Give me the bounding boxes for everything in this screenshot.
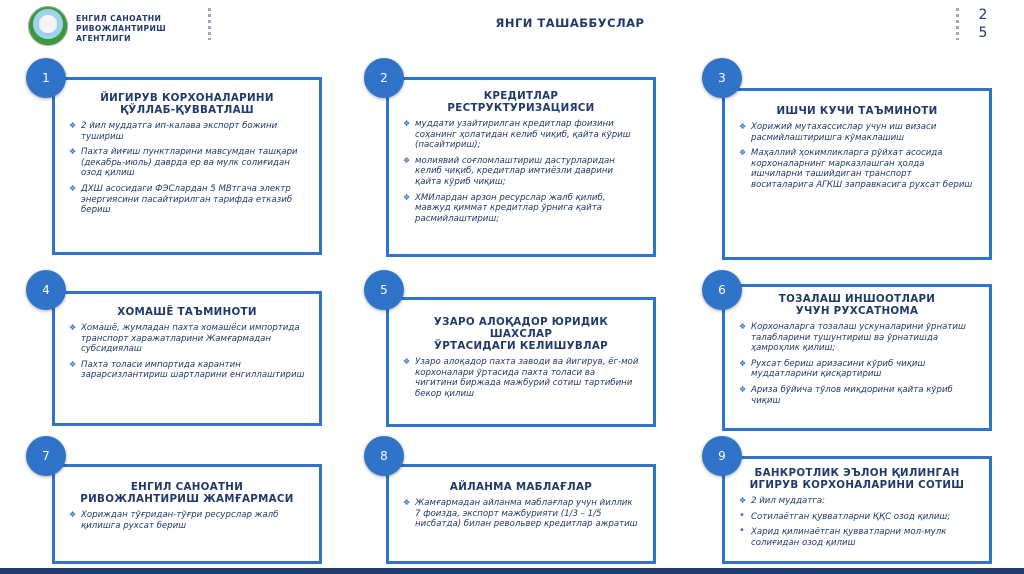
diamond-bullet-icon: ❖ [403, 357, 411, 366]
list-item-text: Пахта толаси импортида карантин зарарсизлантириш шартларини енгиллаштириш [81, 359, 305, 381]
agency-name [76, 14, 206, 44]
list-item-text: Пахта йиғиш пунктларини мавсумдан ташқари (декабрь-июль) даврда ер ва мулк солиғидан озод қилиш [81, 147, 298, 179]
diamond-bullet-icon: ❖ [739, 122, 747, 131]
list-item [739, 148, 975, 190]
list-item [739, 527, 975, 548]
state-emblem-icon [28, 6, 68, 46]
card-number-badge: 5 [364, 270, 404, 310]
list-item-text: 2 йил муддатга ип-калава экспорт божини тушириш [81, 121, 278, 142]
initiative-card-4 [52, 291, 322, 426]
card-title [403, 481, 639, 493]
card-number-badge: 9 [702, 436, 742, 476]
list-item [69, 121, 305, 142]
diamond-bullet-icon: ❖ [739, 496, 747, 505]
initiative-card-2 [386, 77, 656, 257]
card-title-line: ИШЧИ КУЧИ ТАЪМИНОТИ [776, 105, 938, 117]
page-title: ЯНГИ ТАШАББУСЛАР [495, 16, 645, 30]
list-item-text: Рухсат бериш аризасини кўриб чиқиш муддатларини қисқартириш [751, 358, 926, 380]
list-item [403, 498, 639, 530]
diamond-bullet-icon: ❖ [739, 358, 747, 368]
dot-bullet-icon: • [739, 509, 745, 521]
card-title-line: ТОЗАЛАШ ИНШООТЛАРИ [778, 293, 936, 305]
card-title [69, 481, 305, 505]
diamond-bullet-icon: ❖ [739, 322, 747, 331]
list-item-text: 2 йил муддатга: [751, 496, 825, 506]
diamond-bullet-icon: ❖ [69, 510, 77, 519]
list-item-text: Хориждан тўғридан-тўғри ресурслар жалб қилишга рухсат бериш [81, 510, 279, 531]
list-item-text: ДХШ асосидаги ФЭСлардан 5 МВтгача электр энергиясини пасайтирилган тарифда етказиб бериш [81, 183, 293, 216]
card-title-line: БАНКРОТЛИК ЭЪЛОН ҚИЛИНГАН [754, 467, 960, 479]
initiative-card-1 [52, 77, 322, 255]
list-item-text: Маҳаллий ҳокимликларга рўйхат асосида корхоналарнинг марказлашган ҳолда ишчиларни ташийдиган транспорт воситаларига АГКШ заправкасига рухсат бериш [751, 148, 973, 190]
initiative-card-7 [52, 464, 322, 564]
initiative-card-6 [722, 284, 992, 431]
card-title [739, 105, 975, 117]
list-item [403, 119, 639, 151]
card-number-badge: 7 [26, 436, 66, 476]
list-item-text: Узаро алоқадор пахта заводи ва йигирув, ёг-мой корхоналари ўртасида пахта толаси ва чигитини биржада мажбурий сотиш тартибини бекор қилиш [415, 357, 639, 399]
diamond-bullet-icon: ❖ [739, 384, 747, 394]
agency-line-1: ЕНГИЛ САНОАТНИ [76, 14, 162, 23]
list-item [69, 323, 305, 355]
card-number-badge: 4 [26, 270, 66, 310]
card-title [739, 293, 975, 317]
card-title [403, 316, 639, 352]
list-item-text: Корхоналарга тозалаш ускуналарини ўрнатиш талабларини тушунтириш ва ўрнатишда ҳамроҳлик қилиш; [751, 322, 966, 354]
list-item [403, 193, 639, 225]
card-title [403, 90, 639, 114]
list-item [739, 359, 975, 380]
list-item [69, 184, 305, 216]
initiative-card-8 [386, 464, 656, 564]
agency-line-2: РИВОЖЛАНТИРИШ АГЕНТЛИГИ [76, 24, 167, 43]
card-item-list [403, 357, 639, 399]
list-item-text: Хомашё, жумладан пахта хомашёси импортида транспорт харажатларини Жамғармадан субсидиялаш [81, 323, 300, 355]
card-title-line: УЧУН РУХСАТНОМА [795, 305, 919, 317]
page-number-line-2: 5 [978, 25, 988, 41]
card-item-list [69, 510, 305, 531]
card-title-line: АЙЛАНМА МАБЛАҒЛАР [449, 481, 593, 493]
list-item [739, 322, 975, 354]
diamond-bullet-icon: ❖ [403, 155, 411, 165]
card-number-badge: 3 [702, 58, 742, 98]
list-item-text: Ариза бўйича тўлов миқдорини қайта кўриб чиқиш [751, 384, 953, 406]
list-item [403, 156, 639, 188]
card-item-list [403, 498, 639, 530]
card-number-badge: 2 [364, 58, 404, 98]
list-item-text: муддати узайтирилган кредитлар фоизини соҳанинг ҳолатидан келиб чиқиб, қайта кўриш (пасайтириш); [415, 119, 631, 151]
page-number [972, 6, 994, 42]
card-item-list [739, 496, 975, 507]
card-number-badge: 8 [364, 436, 404, 476]
list-item [739, 122, 975, 143]
diamond-bullet-icon: ❖ [403, 192, 411, 202]
initiative-card-5 [386, 297, 656, 427]
card-title-line: ҚЎЛЛАБ-ҚУВВАТЛАШ [120, 104, 254, 116]
initiative-card-9 [722, 456, 992, 564]
list-item [69, 360, 305, 381]
card-item-list [739, 322, 975, 406]
card-title-line: ИГИРУВ КОРХОНАЛАРИНИ СОТИШ [749, 479, 965, 491]
card-title-line: ЙИГИРУВ КОРХОНАЛАРИНИ [100, 92, 274, 104]
card-number-badge: 6 [702, 270, 742, 310]
card-title-line: РЕСТРУКТУРИЗАЦИЯСИ [447, 102, 595, 114]
card-number-badge: 1 [26, 58, 66, 98]
list-item [739, 509, 975, 523]
card-item-list [403, 119, 639, 224]
list-item-text: Жамғармадан айланма маблағлар учун йиллик 7 фоизда, экспорт мажбурияти (1/3 – 1/5 нисбатда) билан револьвер кредитлар ажратиш [415, 498, 638, 530]
diamond-bullet-icon: ❖ [69, 323, 77, 332]
list-item-text: Хорижий мутахассислар учун иш визаси расмийлаштиришга кўмаклашиш [751, 122, 937, 143]
list-item [739, 385, 975, 406]
diamond-bullet-icon: ❖ [69, 121, 77, 130]
card-sub-item-list [739, 509, 975, 549]
card-title-line: РИВОЖЛАНТИРИШ ЖАМҒАРМАСИ [80, 493, 294, 505]
list-item-text: ХМИлардан арзон ресурслар жалб қилиб, мавжуд қиммат кредитлар ўрнига қайта расмийлаштириш; [415, 192, 606, 224]
diamond-bullet-icon: ❖ [69, 147, 77, 157]
card-title-line: ХОМАШЁ ТАЪМИНОТИ [117, 306, 257, 318]
page-number-line-1: 2 [978, 7, 988, 23]
dot-bullet-icon: • [739, 525, 745, 537]
card-title [69, 306, 305, 318]
card-title-line: УЗАРО АЛОҚАДОР ЮРИДИК ШАХСЛАР [433, 316, 609, 340]
footer-bar [0, 568, 1024, 574]
card-item-list [69, 323, 305, 381]
list-item-text: молиявий соғломлаштириш дастурларидан келиб чиқиб, кредитлар имтиёзли даврини қайта кўриб чиқиш; [415, 155, 615, 187]
diamond-bullet-icon: ❖ [69, 359, 77, 369]
card-item-list [739, 122, 975, 191]
list-item [69, 147, 305, 179]
divider-dots-left [208, 8, 211, 40]
card-title [69, 92, 305, 116]
card-title-line: ЕНГИЛ САНОАТНИ [130, 481, 244, 493]
list-item [403, 357, 639, 399]
diamond-bullet-icon: ❖ [403, 119, 411, 128]
card-item-list [69, 121, 305, 216]
list-item [69, 510, 305, 531]
diamond-bullet-icon: ❖ [739, 148, 747, 158]
slide-header [0, 0, 1024, 50]
initiative-card-3 [722, 88, 992, 260]
list-item-text: Сотилаётган қувватларни ҚҚС озод қилиш; [751, 511, 951, 522]
card-title [739, 467, 975, 491]
card-title-line: ЎРТАСИДАГИ КЕЛИШУВЛАР [433, 340, 609, 352]
card-title-line: КРЕДИТЛАР [483, 90, 559, 102]
divider-dots-right [956, 8, 959, 40]
diamond-bullet-icon: ❖ [69, 183, 77, 193]
diamond-bullet-icon: ❖ [403, 498, 411, 507]
list-item-text: Харид қилинаётган қувватларни мол-мулк солиғидан озод қилиш [751, 527, 947, 548]
list-item [739, 496, 975, 507]
